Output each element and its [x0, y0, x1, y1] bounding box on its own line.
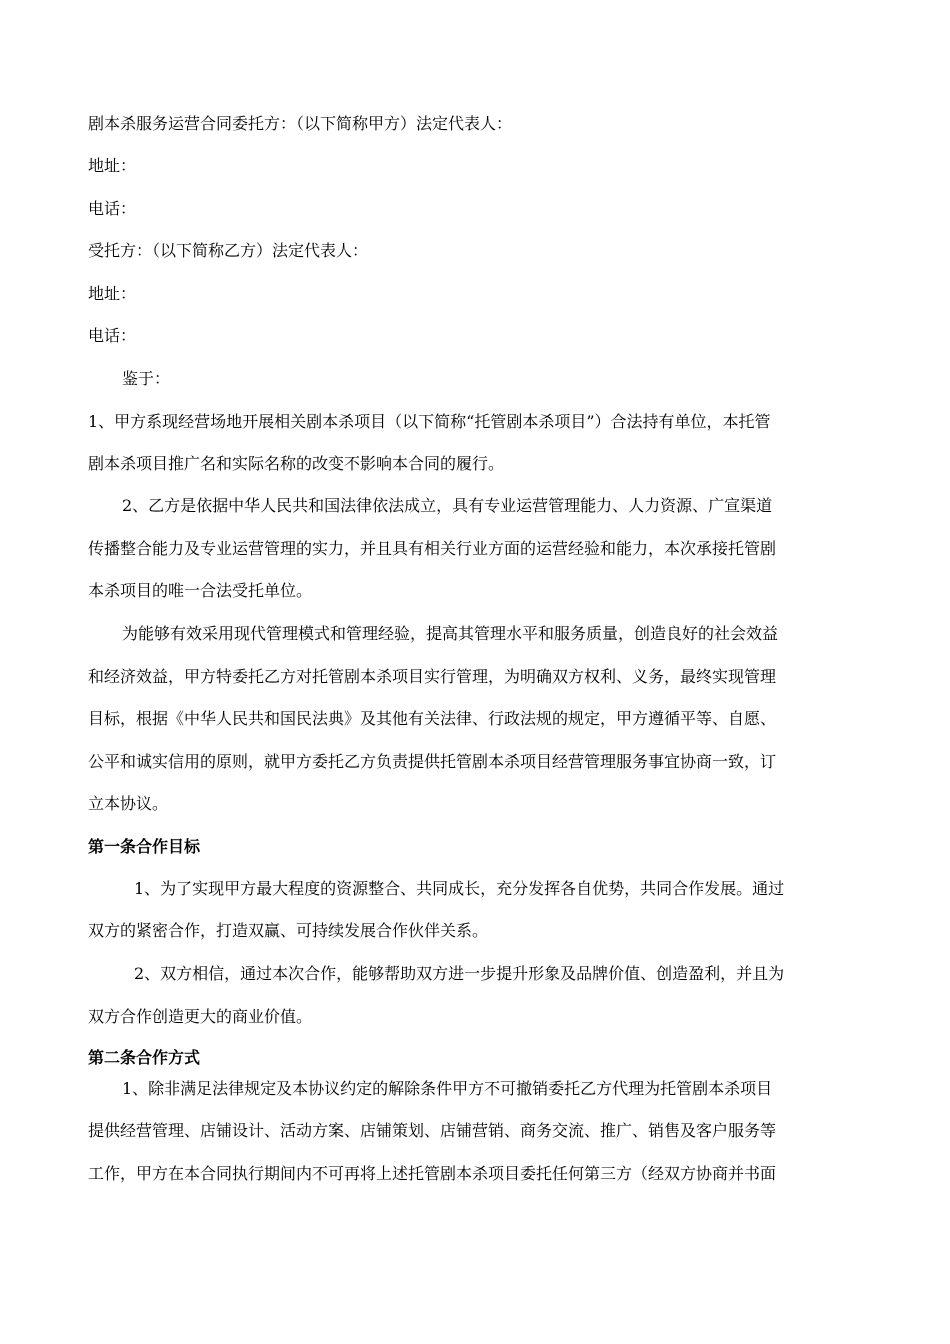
party-b-line: 受托方：（以下简称乙方）法定代表人：: [88, 241, 369, 260]
preamble-line: 目标，根据《中华人民共和国民法典》及其他有关法律、行政法规的规定，甲方遵循平等、自愿、: [88, 709, 777, 728]
preamble-line: 立本协议。: [88, 794, 169, 813]
party-b-phone-label: 电话：: [88, 326, 137, 345]
preamble-line: 公平和诚实信用的原则，就甲方委托乙方负责提供托管剧本杀项目经营管理服务事宜协商一致，订: [88, 752, 777, 771]
party-a-phone-label: 电话：: [88, 199, 137, 218]
whereas-label: 鉴于：: [122, 369, 171, 388]
recital-2-line: 本杀项目的唯一合法受托单位。: [88, 581, 313, 600]
article-1-item-line: 双方合作创造更大的商业价值。: [88, 1007, 313, 1026]
article-1-item-line: 双方的紧密合作，打造双赢、可持续发展合作伙伴关系。: [88, 921, 489, 940]
article-1-item-line: 2、双方相信，通过本次合作，能够帮助双方进一步提升形象及品牌价值、创造盈利，并且为: [134, 964, 785, 983]
party-b-address-label: 地址：: [88, 284, 137, 303]
preamble-line: 和经济效益，甲方特委托乙方对托管剧本杀项目实行管理，为明确双方权利、义务，最终实现管理: [88, 667, 777, 686]
article-2-item-line: 提供经营管理、店铺设计、活动方案、店铺策划、店铺营销、商务交流、推广、销售及客户服务等: [88, 1121, 777, 1140]
recital-1-line: 剧本杀项目推广名和实际名称的改变不影响本合同的履行。: [88, 454, 505, 473]
recital-2-line: 传播整合能力及专业运营管理的实力，并且具有相关行业方面的运营经验和能力，本次承接托管剧: [88, 539, 777, 558]
article-2-heading: 第二条合作方式: [88, 1048, 201, 1067]
preamble-line: 为能够有效采用现代管理模式和管理经验，提高其管理水平和服务质量，创造良好的社会效益: [122, 624, 779, 643]
recital-2-line: 2、乙方是依据中华人民共和国法律依法成立，具有专业运营管理能力、人力资源、广宣渠道: [122, 496, 773, 515]
recital-1-line: 1、甲方系现经营场地开展相关剧本杀项目（以下简称“托管剧本杀项目”）合法持有单位，本托管: [88, 412, 771, 431]
article-2-item-line: 1、除非满足法律规定及本协议约定的解除条件甲方不可撤销委托乙方代理为托管剧本杀项目: [122, 1079, 773, 1098]
article-1-item-line: 1、为了实现甲方最大程度的资源整合、共同成长，充分发挥各自优势，共同合作发展。通过: [134, 879, 785, 898]
party-a-address-label: 地址：: [88, 156, 137, 175]
contract-title-line: 剧本杀服务运营合同委托方：（以下简称甲方）法定代表人：: [88, 114, 513, 133]
article-1-heading: 第一条合作目标: [88, 837, 201, 856]
article-2-item-line: 工作，甲方在本合同执行期间内不可再将上述托管剧本杀项目委托任何第三方（经双方协商并书面: [88, 1164, 777, 1183]
